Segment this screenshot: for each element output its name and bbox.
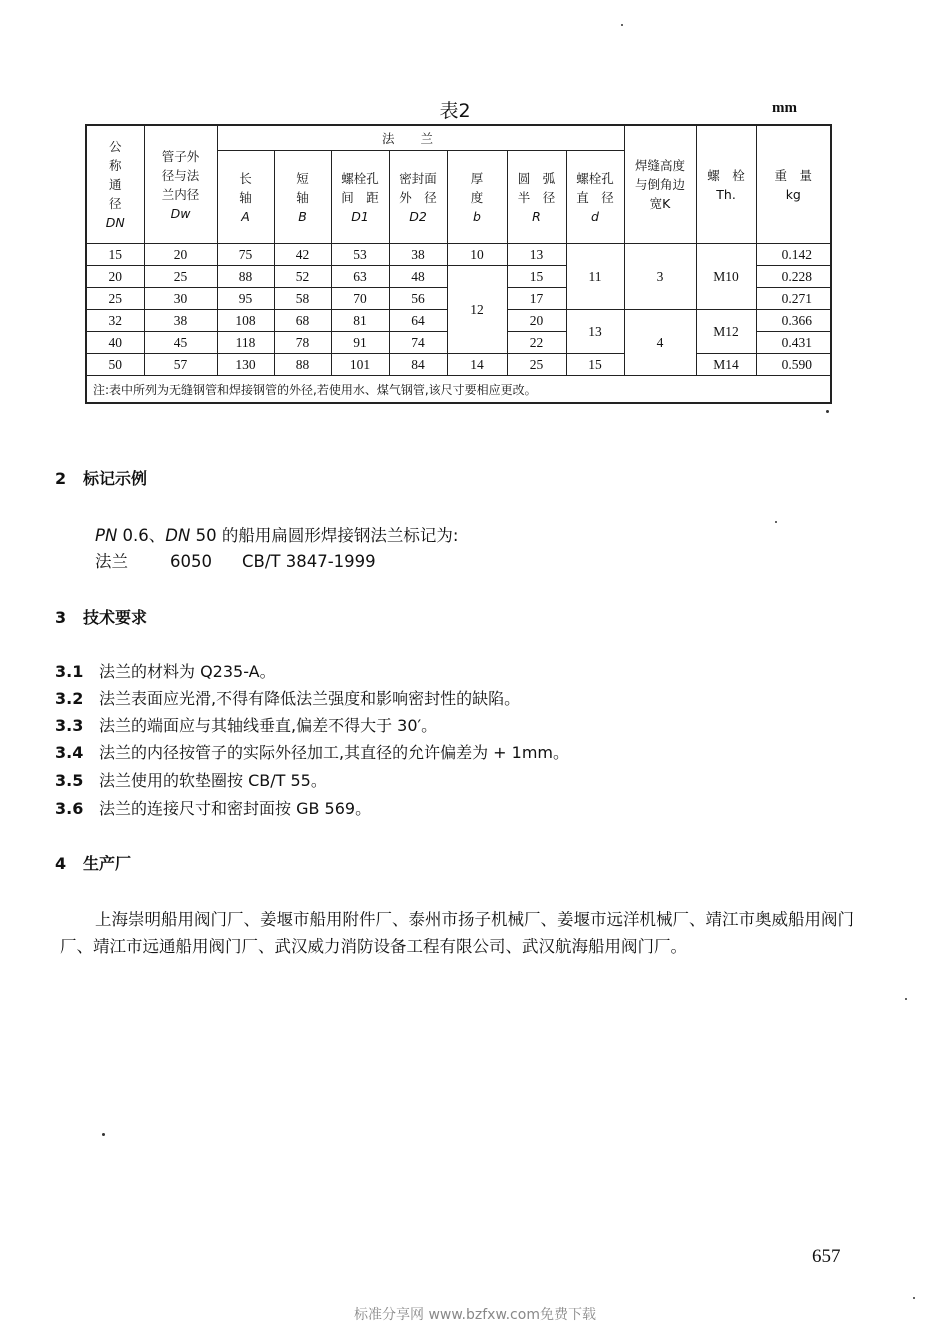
scan-speck — [775, 521, 777, 523]
cell-d2: 84 — [389, 354, 447, 376]
scan-speck — [913, 1297, 915, 1299]
header-arc-radius: 圆 弧 半 径 R — [507, 151, 566, 244]
marking-standard: CB/T 3847-1999 — [242, 552, 376, 571]
cell-thickness: 14 — [447, 354, 507, 376]
cell-dn: 15 — [86, 244, 144, 266]
cell-b: 88 — [274, 354, 331, 376]
cell-dw: 25 — [144, 266, 217, 288]
table-unit: mm — [772, 100, 797, 116]
cell-d1: 91 — [331, 332, 389, 354]
requirement-item: 3.1 法兰的材料为 Q235-A。 — [55, 662, 276, 681]
flange-table-container — [85, 124, 830, 401]
marking-label: 法兰 — [95, 552, 128, 571]
page-number: 657 — [812, 1246, 841, 1267]
header-pipe-outer-diameter: 管子外 径与法 兰内径 Dw — [144, 125, 217, 244]
requirement-item: 3.2 法兰表面应光滑,不得有降低法兰强度和影响密封性的缺陷。 — [55, 689, 521, 708]
header-nominal-diameter: 公 称 通 径 DN — [86, 125, 144, 244]
cell-r: 13 — [507, 244, 566, 266]
cell-dn: 40 — [86, 332, 144, 354]
watermark-footer: 标准分享网 www.bzfxw.com免费下载 — [354, 1307, 596, 1323]
requirement-item: 3.6 法兰的连接尺寸和密封面按 GB 569。 — [55, 799, 372, 818]
cell-dn: 32 — [86, 310, 144, 332]
header-weight: 重 量 kg — [756, 125, 831, 244]
cell-a: 95 — [217, 288, 274, 310]
cell-weld-k: 4 — [624, 310, 696, 376]
cell-weight: 0.228 — [756, 266, 831, 288]
table-row — [86, 354, 831, 376]
scan-speck — [826, 410, 829, 413]
cell-dw: 20 — [144, 244, 217, 266]
cell-a: 75 — [217, 244, 274, 266]
cell-r: 25 — [507, 354, 566, 376]
header-seal-face-diameter: 密封面 外 径 D2 — [389, 151, 447, 244]
table-row — [86, 244, 831, 266]
cell-r: 22 — [507, 332, 566, 354]
section-heading-4: 4 生产厂 — [55, 854, 132, 873]
cell-bolt-hole-d: 13 — [566, 310, 624, 354]
section-heading-3: 3 技术要求 — [55, 608, 148, 627]
cell-a: 130 — [217, 354, 274, 376]
cell-bolt: M14 — [696, 354, 756, 376]
cell-dw: 57 — [144, 354, 217, 376]
requirement-item: 3.3 法兰的端面应与其轴线垂直,偏差不得大于 30′。 — [55, 716, 438, 735]
cell-a: 118 — [217, 332, 274, 354]
cell-a: 108 — [217, 310, 274, 332]
cell-weight: 0.142 — [756, 244, 831, 266]
cell-d2: 74 — [389, 332, 447, 354]
cell-bolt-hole-d: 11 — [566, 244, 624, 310]
header-short-axis: 短 轴 B — [274, 151, 331, 244]
header-thickness: 厚 度 b — [447, 151, 507, 244]
cell-b: 42 — [274, 244, 331, 266]
marking-code: 6050 — [170, 552, 212, 571]
table-caption: 表2 — [439, 100, 471, 122]
cell-dw: 38 — [144, 310, 217, 332]
section-heading-2: 2 标记示例 — [55, 469, 148, 488]
cell-d1: 70 — [331, 288, 389, 310]
cell-d2: 48 — [389, 266, 447, 288]
scan-speck — [102, 1133, 105, 1136]
header-long-axis: 长 轴 A — [217, 151, 274, 244]
marking-example-text: PN 0.6、DN 50 的船用扁圆形焊接钢法兰标记为: — [95, 526, 459, 545]
scan-speck — [905, 998, 907, 1000]
cell-weight: 0.590 — [756, 354, 831, 376]
cell-bolt: M10 — [696, 244, 756, 310]
header-bolt-hole-spacing: 螺栓孔 间 距 D1 — [331, 151, 389, 244]
cell-dw: 30 — [144, 288, 217, 310]
cell-d1: 63 — [331, 266, 389, 288]
cell-weight: 0.271 — [756, 288, 831, 310]
cell-d1: 53 — [331, 244, 389, 266]
cell-b: 58 — [274, 288, 331, 310]
cell-d1: 101 — [331, 354, 389, 376]
cell-dn: 20 — [86, 266, 144, 288]
cell-thickness: 10 — [447, 244, 507, 266]
requirement-item: 3.5 法兰使用的软垫圈按 CB/T 55。 — [55, 771, 327, 790]
cell-dn: 25 — [86, 288, 144, 310]
cell-b: 68 — [274, 310, 331, 332]
requirement-item: 3.4 法兰的内径按管子的实际外径加工,其直径的允许偏差为 + 1mm。 — [55, 743, 570, 762]
cell-d2: 56 — [389, 288, 447, 310]
cell-a: 88 — [217, 266, 274, 288]
cell-r: 15 — [507, 266, 566, 288]
header-bolt: 螺 栓 Th. — [696, 125, 756, 244]
header-weld-height: 焊缝高度 与倒角边 宽K — [624, 125, 696, 244]
cell-d2: 64 — [389, 310, 447, 332]
cell-b: 78 — [274, 332, 331, 354]
cell-bolt-hole-d: 15 — [566, 354, 624, 376]
cell-r: 20 — [507, 310, 566, 332]
table-note: 注:表中所列为无缝钢管和焊接钢管的外径,若使用水、煤气钢管,该尺寸要相应更改。 — [86, 376, 831, 404]
cell-dw: 45 — [144, 332, 217, 354]
cell-r: 17 — [507, 288, 566, 310]
flange-dimension-table — [85, 124, 832, 404]
producers-paragraph: 上海崇明船用阀门厂、姜堰市船用附件厂、泰州市扬子机械厂、姜堰市远洋机械厂、靖江市奥威船用阀门厂、靖江市远通船用阀门厂、武汉威力消防设备工程有限公司、武汉航海船用阀门厂。 — [60, 910, 854, 956]
cell-weight: 0.366 — [756, 310, 831, 332]
cell-weight: 0.431 — [756, 332, 831, 354]
cell-bolt: M12 — [696, 310, 756, 354]
cell-thickness: 12 — [447, 266, 507, 354]
header-flange-group: 法兰 — [217, 125, 624, 151]
cell-dn: 50 — [86, 354, 144, 376]
header-bolt-hole-diameter: 螺栓孔 直 径 d — [566, 151, 624, 244]
cell-weld-k: 3 — [624, 244, 696, 310]
cell-d1: 81 — [331, 310, 389, 332]
cell-b: 52 — [274, 266, 331, 288]
cell-d2: 38 — [389, 244, 447, 266]
scan-speck — [621, 24, 623, 26]
marking-example-designation — [95, 548, 376, 572]
